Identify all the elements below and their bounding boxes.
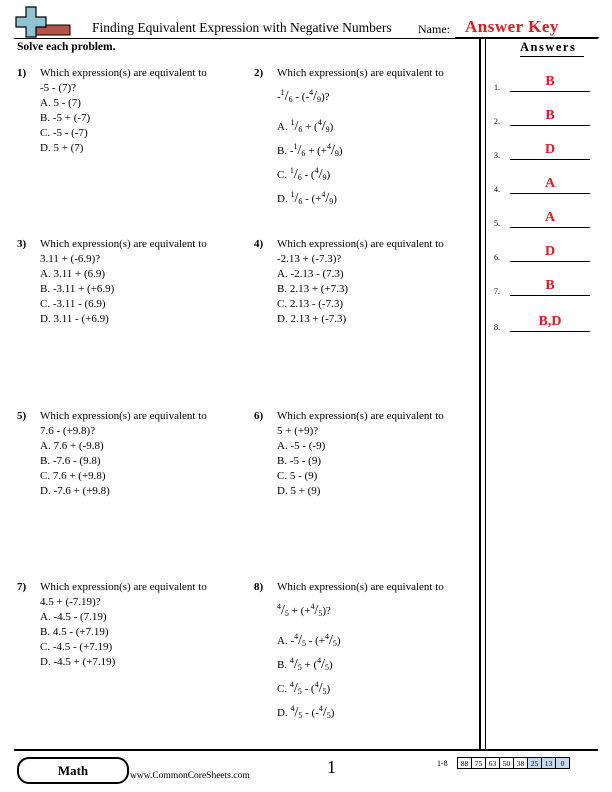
option: D. 2.13 + (-7.3) [277,313,347,325]
text-run: A. - [277,635,295,647]
question-body [277,580,477,719]
text-run: ) [338,145,343,157]
answer-value: B,D [538,314,562,329]
text-run: ) [330,707,335,719]
fraction-numerator: 4 [309,88,314,97]
option: A. 3.11 + (6.9) [40,268,106,280]
fraction-denominator: 9 [329,197,334,206]
fraction-denominator: 9 [325,125,330,134]
question-prompt: Which expression(s) are equivalent to [40,581,207,593]
question-expression: -2.13 + (-7.3)? [277,253,342,265]
fraction-numerator: 1 [280,88,285,97]
fraction [293,142,306,158]
option [277,181,477,205]
fraction-slash: / [314,603,319,618]
answer-line [510,227,590,228]
fraction-denominator: 6 [298,125,303,134]
option [277,133,477,157]
question-number: 5) [17,410,27,422]
name-label: Name: [418,22,450,36]
question-body [277,409,477,499]
option: B. 2.13 + (+7.3) [277,283,349,295]
fraction-denominator: 9 [322,173,327,182]
options-list [40,96,240,156]
text-run: - ( [301,683,315,695]
fraction [277,602,289,618]
answer-row [494,278,594,298]
fraction [317,656,329,672]
text-run: ) [336,635,341,647]
fraction-slash: / [322,705,327,720]
text-run: ) [329,659,333,671]
fraction-slash: / [293,657,298,672]
question-number: 1) [17,67,27,79]
instructions: Solve each problem. [17,41,116,53]
options-list [277,623,477,719]
question-body [277,66,477,205]
question-expression [277,81,477,103]
answer-row [494,74,594,94]
fraction-slash: / [321,657,325,672]
question-expression: 5 + (+9)? [277,425,319,437]
fraction-slash: / [294,705,299,720]
score-cell: 75 [472,758,486,769]
fraction [314,166,327,182]
question-body [40,237,240,327]
fraction-denominator: 9 [316,95,321,104]
text-run: ) [326,169,331,181]
question-number: 2) [254,67,264,79]
question-expression: 7.6 - (+9.8)? [40,425,96,437]
options-list [277,109,477,205]
fraction-numerator: 4 [289,680,294,689]
option: D. 3.11 - (+6.9) [40,313,109,325]
subject-badge: Math [17,757,129,784]
fraction-numerator: 1 [290,190,295,199]
fraction-numerator: 4 [317,118,322,127]
score-cell: 13 [542,758,556,769]
fraction-numerator: 4 [289,656,294,665]
question-number: 6) [254,410,264,422]
fraction-denominator: 5 [297,663,302,672]
fraction [309,88,321,104]
fraction-denominator: 5 [284,609,289,618]
footer-divider [14,749,598,751]
text-run: + ( [302,121,318,133]
text-run: A. [277,121,291,133]
question-body [40,580,240,670]
option: B. 4.5 - (+7.19) [40,626,109,638]
text-run: - (- [292,91,310,103]
fraction-denominator: 6 [288,95,293,104]
option [277,157,477,181]
score-cell: 25 [528,758,542,769]
option: D. 5 + (9) [277,485,321,497]
answer-value: A [544,176,556,191]
score-cell: 63 [486,758,500,769]
fraction-slash: / [294,191,299,206]
text-run: - (+ [306,635,326,647]
answer-row [494,108,594,128]
fraction [280,88,293,104]
options-list [277,267,477,327]
answer-number: 2. [494,117,500,126]
fraction-denominator: 5 [325,663,329,672]
answer-line [510,261,590,262]
plus-sign-logo-icon [14,5,72,39]
option: D. -4.5 + (+7.19) [40,656,116,668]
text-run: ) [329,121,334,133]
option: D. 5 + (7) [40,142,84,154]
text-run: )? [320,91,330,103]
answer-value: B [545,108,555,123]
score-cell: 0 [556,758,570,769]
fraction-numerator: 4 [277,602,281,611]
fraction-slash: / [293,681,298,696]
fraction-numerator: 1 [289,166,294,175]
option: B. -3.11 + (+6.9) [40,283,115,295]
answer-number: 4. [494,185,500,194]
score-table [457,757,570,769]
fraction [289,680,302,696]
fraction-denominator: 5 [302,639,306,648]
fraction [290,704,303,720]
options-list [40,267,240,327]
answer-number: 5. [494,219,500,228]
fraction-slash: / [294,119,299,134]
question-body [277,237,477,327]
page-number: 1 [327,757,336,777]
fraction-slash: / [329,633,333,648]
fraction-denominator: 6 [297,173,302,182]
question-prompt: Which expression(s) are equivalent to [277,238,444,250]
question-expression: -5 - (7)? [40,82,77,94]
question-body [40,409,240,499]
answers-heading: Answers [520,40,577,54]
option [277,671,477,695]
option: B. -5 - (9) [277,455,321,467]
fraction [321,190,334,206]
fraction [310,602,323,618]
fraction [314,680,327,696]
fraction-numerator: 4 [290,704,295,713]
answer-row [494,176,594,196]
option: A. 7.6 + (-9.8) [40,440,104,452]
fraction-slash: / [318,681,323,696]
worksheet-title: Finding Equivalent Expression with Negative Numbers [92,20,392,35]
option: C. -5 - (-7) [40,127,88,139]
options-list [40,439,240,499]
fraction [326,142,339,158]
question-number: 4) [254,238,264,250]
answer-line [510,295,590,296]
answer-line [510,331,590,332]
fraction-numerator: 4 [317,656,322,665]
fraction-denominator: 5 [332,639,337,648]
fraction-denominator: 5 [326,711,331,720]
question-expression: 4.5 + (-7.19)? [40,596,101,608]
option: C. 2.13 - (-7.3) [277,298,343,310]
text-run: D. [277,707,291,719]
fraction [318,704,331,720]
text-run: - (- [302,707,319,719]
answer-number: 7. [494,287,500,296]
option: A. -4.5 - (7.19) [40,611,107,623]
answer-row [494,142,594,162]
text-run: ) [333,193,337,205]
answer-value: B [545,74,555,89]
option: A. -2.13 - (7.3) [277,268,344,280]
fraction-numerator: 1 [293,142,298,151]
option: C. -3.11 - (6.9) [40,298,106,310]
question-prompt: Which expression(s) are equivalent to [277,581,444,593]
fraction-denominator: 5 [297,687,302,696]
answer-line [510,125,590,126]
question-prompt: Which expression(s) are equivalent to [40,410,207,422]
text-run: C. [277,169,290,181]
answer-number: 8. [494,323,500,332]
answer-number: 1. [494,83,500,92]
answer-value: D [544,142,556,157]
fraction-denominator: 9 [334,149,339,158]
fraction-slash: / [281,603,285,618]
question-number: 3) [17,238,27,250]
score-cell: 88 [458,758,472,769]
text-run: D. [277,193,291,205]
option [277,109,477,133]
fraction-slash: / [321,119,326,134]
fraction-slash: / [318,167,323,182]
fraction [290,118,303,134]
answer-line [510,159,590,160]
question-expression [277,595,477,617]
option [277,695,477,719]
question-prompt: Which expression(s) are equivalent to [40,67,207,79]
score-cell: 38 [514,758,528,769]
text-run: + (+ [288,605,311,617]
fraction-slash: / [325,191,330,206]
option [277,647,477,671]
option: B. -7.6 - (9.8) [40,455,101,467]
fraction-denominator: 5 [298,711,303,720]
fraction-numerator: 4 [310,602,315,611]
question-number: 7) [17,581,27,593]
option: C. 7.6 + (+9.8) [40,470,106,482]
answer-number: 3. [494,151,500,160]
answers-heading-underline [520,56,584,57]
fraction [290,190,303,206]
text-run: B. [277,659,290,671]
text-run: B. - [277,145,294,157]
option: D. -7.6 + (+9.8) [40,485,110,497]
fraction-numerator: 4 [314,166,319,175]
text-run: )? [322,605,331,617]
options-list [40,610,240,670]
question-number: 8) [254,581,264,593]
text-run: - ( [301,169,315,181]
fraction [325,632,337,648]
fraction [289,656,302,672]
answer-row [494,210,594,230]
score-cell: 50 [500,758,514,769]
question-prompt: Which expression(s) are equivalent to [40,238,207,250]
option: C. -4.5 - (+7.19) [40,641,113,653]
text-run: - [277,91,281,103]
text-run: + ( [301,659,318,671]
answer-line [510,91,590,92]
fraction-slash: / [313,89,317,104]
question-prompt: Which expression(s) are equivalent to [277,67,444,79]
option: B. -5 + (-7) [40,112,91,124]
text-run: ) [326,683,331,695]
answer-value: D [544,244,556,259]
question-prompt: Which expression(s) are equivalent to [277,410,444,422]
answer-value: B [545,278,555,293]
option: C. 5 - (9) [277,470,318,482]
fraction-denominator: 5 [318,609,323,618]
score-range-label: 1-8 [437,759,448,768]
answer-row [494,314,594,334]
answer-key-label: Answer Key [465,17,559,36]
fraction-numerator: 4 [326,142,331,151]
fraction-slash: / [293,167,298,182]
fraction-numerator: 4 [314,680,319,689]
answer-value: A [544,210,556,225]
fraction-slash: / [330,143,335,158]
fraction-numerator: 4 [325,632,330,641]
answer-line [510,193,590,194]
fraction [289,166,302,182]
option: A. -5 - (-9) [277,440,326,452]
answer-row [494,244,594,264]
text-run: + (+ [305,145,327,157]
question-body [40,66,240,156]
fraction-slash: / [284,89,289,104]
fraction-slash: / [297,143,302,158]
fraction [294,632,306,648]
option [277,623,477,647]
question-expression: 3.11 + (-6.9)? [40,253,101,265]
fraction-slash: / [298,633,302,648]
text-run: - (+ [302,193,322,205]
site-url: www.CommonCoreSheets.com [130,771,250,781]
fraction-numerator: 4 [294,632,299,641]
fraction-denominator: 6 [298,197,303,206]
fraction-numerator: 4 [318,704,323,713]
answer-number: 6. [494,253,500,262]
fraction [317,118,330,134]
fraction-denominator: 6 [301,149,306,158]
option: A. 5 - (7) [40,97,81,109]
fraction-denominator: 5 [322,687,327,696]
fraction-numerator: 1 [290,118,295,127]
fraction-numerator: 4 [321,190,326,199]
options-list [277,439,477,499]
text-run: C. [277,683,290,695]
